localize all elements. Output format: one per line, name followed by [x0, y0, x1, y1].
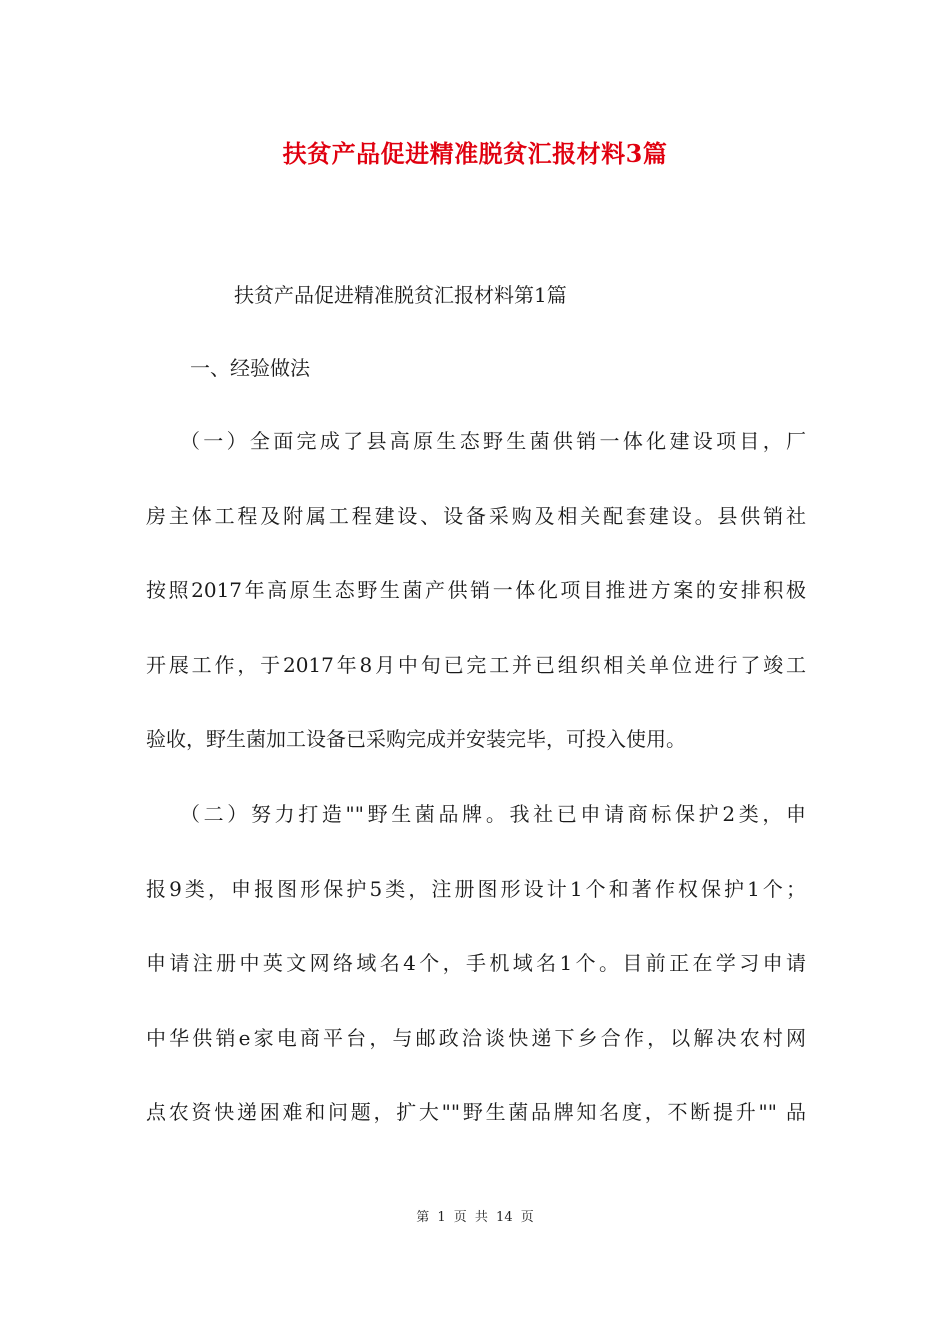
document-subtitle: 扶贫产品促进精准脱贫汇报材料第1篇 — [234, 283, 567, 307]
page-footer: 第 1 页 共 14 页 — [416, 1210, 534, 1225]
paragraph-1-line: 按照2017年高原生态野生菌产供销一体化项目推进方案的安排积极 — [146, 578, 806, 602]
section-heading: 一、经验做法 — [190, 356, 310, 380]
document-title: 扶贫产品促进精准脱贫汇报材料3篇 — [282, 139, 668, 168]
paragraph-1-line: （一）全面完成了县高原生态野生菌供销一体化建设项目，厂 — [180, 429, 806, 453]
paragraph-2 — [146, 777, 806, 1150]
paragraph-2-line: （二）努力打造""野生菌品牌。我社已申请商标保护2类，申 — [180, 802, 806, 826]
paragraph-1-line: 验收，野生菌加工设备已采购完成并安装完毕，可投入使用。 — [146, 727, 686, 751]
paragraph-1-line: 房主体工程及附属工程建设、设备采购及相关配套建设。县供销社 — [146, 503, 806, 528]
paragraph-2-line: 申请注册中英文网络域名4个，手机域名1个。目前正在学习申请 — [146, 951, 806, 975]
paragraph-1 — [146, 404, 806, 777]
paragraph-2-line: 点农资快递困难和问题，扩大""野生菌品牌知名度，不断提升"" 品 — [146, 1100, 806, 1124]
paragraph-2-line: 报9类，申报图形保护5类，注册图形设计1个和著作权保护1个； — [146, 876, 806, 901]
paragraph-2-line: 中华供销e家电商平台，与邮政洽谈快递下乡合作，以解决农村网 — [146, 1025, 806, 1050]
paragraph-1-line: 开展工作，于2017年8月中旬已完工并已组织相关单位进行了竣工 — [146, 652, 806, 677]
